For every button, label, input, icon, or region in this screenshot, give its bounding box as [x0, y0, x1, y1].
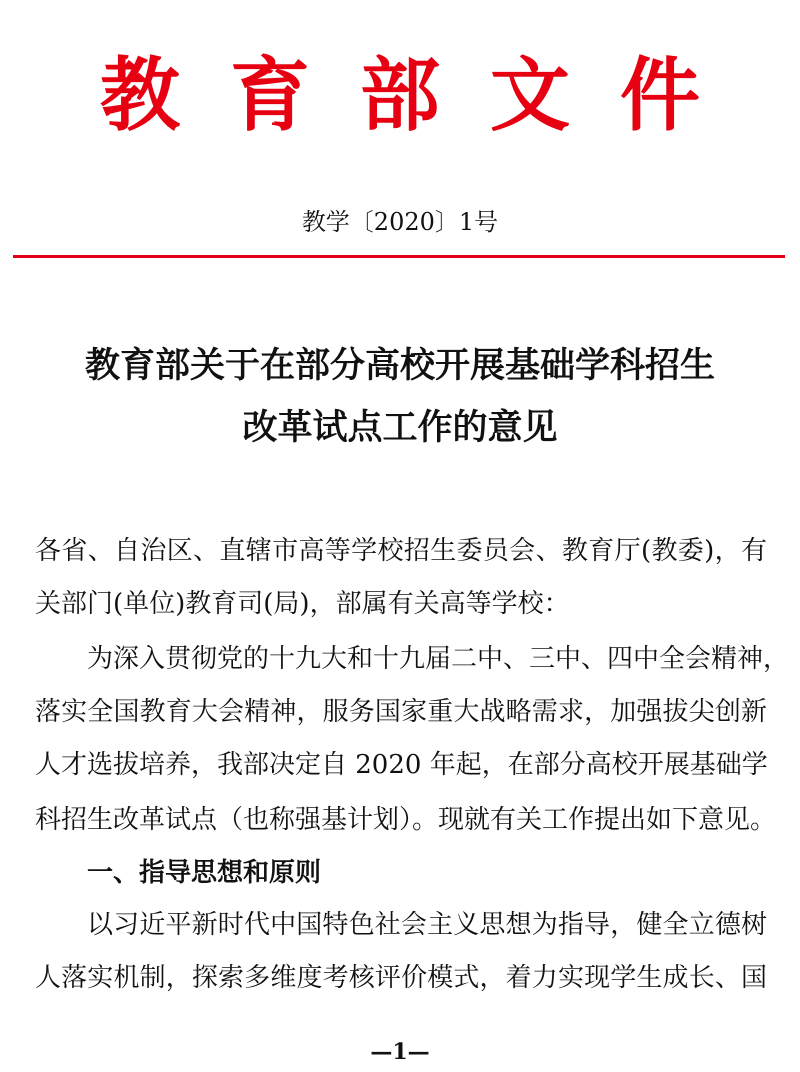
document-title-line: 改革试点工作的意见	[242, 407, 558, 448]
document-title-line: 教育部关于在部分高校开展基础学科招生	[84, 345, 715, 386]
page-number: —1—	[370, 1039, 430, 1065]
header-char: 部	[360, 48, 440, 142]
header-char: 育	[230, 48, 310, 142]
body-line: 人落实机制，探索多维度考核评价模式，着力实现学生成长、国	[35, 963, 767, 993]
body-line: 人才选拔培养，我部决定自 2020 年起，在部分高校开展基础学	[35, 750, 768, 780]
red-divider	[13, 255, 785, 258]
document-header	[100, 48, 700, 143]
document-number: 教学〔2020〕1号	[301, 208, 499, 236]
body-line: 为深入贯彻党的十九大和十九届二中、三中、四中全会精神，	[87, 644, 790, 674]
body-line: 关部门(单位)教育司(局)，部属有关高等学校：	[35, 589, 570, 619]
body-line: 落实全国教育大会精神，服务国家重大战略需求，加强拔尖创新	[35, 697, 767, 727]
body-line: 各省、自治区、直辖市高等学校招生委员会、教育厅(教委)，有	[35, 536, 767, 566]
body-line: 以习近平新时代中国特色社会主义思想为指导，健全立德树	[87, 910, 767, 940]
section-heading: 一、指导思想和原则	[87, 858, 322, 888]
header-char: 文	[490, 48, 570, 142]
header-char: 教	[100, 48, 180, 142]
body-line: 科招生改革试点（也称强基计划）。现就有关工作提出如下意见。	[35, 805, 777, 835]
header-char: 件	[620, 48, 700, 142]
